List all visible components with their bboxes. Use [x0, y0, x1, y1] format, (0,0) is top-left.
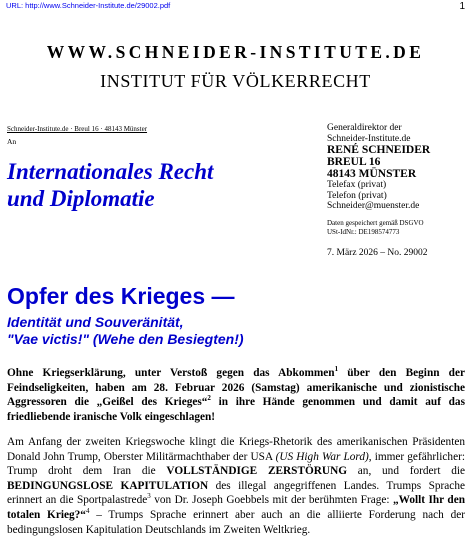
- body-text-5: von Dr. Joseph Goebbels mit der berühmten Frage:: [150, 494, 393, 507]
- data-protection-note: Daten gespeichert gemäß DSGVO: [327, 218, 424, 227]
- contact-org: Schneider-Institute.de: [327, 133, 411, 144]
- footnote-ref-1[interactable]: 1: [334, 365, 339, 374]
- body-text-6: – Trumps Sprache erinnert aber auch an die alliierte Forderung nach der bedingungslosen Kapitulation Deutschlands im Zweiten Weltkrieg.: [7, 508, 465, 536]
- sender-address-line: Schneider-Institute.de · Breul 16 · 48143 Münster: [7, 125, 148, 133]
- recipient-line-1: Internationales Recht: [7, 159, 214, 184]
- article-title: Opfer des Krieges —: [7, 283, 235, 309]
- body-bold-2: BEDINGUNGSLOSE KAPITULATION: [7, 479, 209, 492]
- body-text-1: Am Anfang der zweiten Kriegswoche klingt die Kriegs-Rhetorik des amerikanischen Präsidenten Donald John Trump, Oberster Militärmachthaber der USA: [7, 436, 465, 463]
- body-text-3: an, und fordert die: [347, 465, 466, 478]
- recipient-prefix: An: [7, 137, 17, 146]
- lead-text-2: über den Beginn der Feindseligkeiten, haben am 28. Februar 2026 (Samstag) amerikanische und zionistische Aggressoren die „Geißel des Krieges“: [7, 367, 465, 409]
- contact-name: RENÉ SCHNEIDER: [327, 144, 431, 156]
- lead-text-1: Ohne Kriegserklärung, unter Verstoß gegen das Abkommen: [7, 367, 335, 379]
- contact-column: [327, 123, 467, 258]
- recipient-block: [7, 158, 213, 212]
- article-subtitle-2: "Vae victis!" (Wehe den Besiegten!): [7, 331, 244, 347]
- footnote-ref-3[interactable]: 3: [147, 492, 151, 501]
- footnote-ref-4[interactable]: 4: [85, 507, 90, 516]
- page-number: 1: [459, 1, 465, 12]
- body-text-2: , immer gefährlicher: Trump droht dem Iran die: [7, 450, 465, 478]
- contact-street: BREUL 16: [327, 156, 381, 168]
- body-bold-1: VOLLSTÄNDIGE ZERSTÖRUNG: [166, 465, 348, 478]
- contact-city: 48143 MÜNSTER: [327, 168, 417, 180]
- contact-phone: Telefon (privat): [327, 190, 387, 201]
- lead-text-3: in ihre Hände genommen und damit auf das friedliebende iranische Volk eingeschlagen!: [7, 396, 465, 423]
- body-text-4: des illegal angegriffenen Landes. Trumps Sprache erinnert an die Sportpalastrede: [7, 479, 465, 507]
- contact-email[interactable]: Schneider@muenster.de: [327, 201, 420, 211]
- body-paragraph: [7, 435, 465, 537]
- recipient-line-2: und Diplomatie: [7, 186, 155, 211]
- contact-fax: Telefax (privat): [327, 180, 387, 190]
- footnote-ref-2[interactable]: 2: [207, 394, 211, 403]
- institute-heading: INSTITUT FÜR VÖLKERRECHT: [100, 71, 371, 91]
- article-subtitle-1: Identität und Souveränität,: [7, 314, 184, 330]
- lead-paragraph: [7, 366, 465, 424]
- body-bold-3: „Wollt Ihr den totalen Krieg?“: [7, 494, 465, 521]
- contact-role: Generaldirektor der: [327, 123, 402, 133]
- source-url[interactable]: URL: http://www.Schneider-Institute.de/29002.pdf: [6, 1, 171, 10]
- date-reference: 7. März 2026 – No. 29002: [327, 247, 428, 258]
- vat-id: USt-IdNr.: DE198574773: [327, 227, 400, 236]
- body-italic-1: (US High War Lord): [275, 450, 369, 463]
- site-heading: WWW.SCHNEIDER-INSTITUTE.DE: [46, 42, 425, 62]
